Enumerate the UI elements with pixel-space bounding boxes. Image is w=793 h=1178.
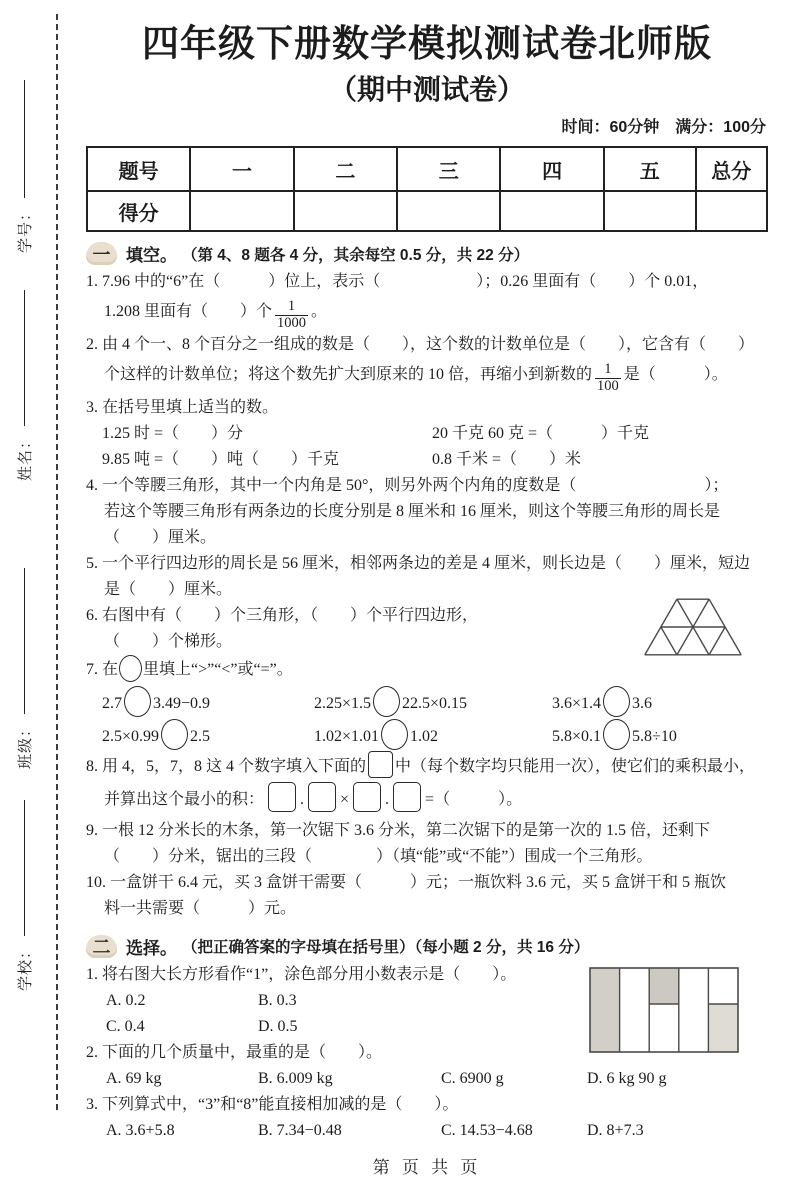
name-field xyxy=(14,290,44,482)
option-d: D. 8+7.3 xyxy=(587,1121,644,1139)
digit-box-blank xyxy=(393,782,421,812)
s1-q2-line1: 2. 由 4 个一、8 个百分之一组成的数是（ ），这个数的计数单位是（ ），它含有（ ） xyxy=(86,335,755,353)
s1-q4-line2: 若这个等腰三角形有两条边的长度分别是 8 厘米和 16 厘米，则这个等腰三角形的周长是 xyxy=(104,502,721,520)
s1-q8-line2: 并算出这个最小的积： . × . =（ ）。 xyxy=(86,782,768,818)
option-c: C. 6900 g xyxy=(441,1069,504,1087)
fraction-1-100: $\frac{1}{100}$ xyxy=(597,361,619,394)
score-header-cell: 二 xyxy=(294,147,397,191)
section1-note: （第 4、8 题各 4 分，其余每空 0.5 分，共 22 分） xyxy=(182,246,530,264)
score-table xyxy=(86,146,768,232)
unit-conversion-item: 0.8 千米 =（ ）米 xyxy=(432,450,582,468)
option-a: A. 69 kg xyxy=(106,1069,162,1087)
unit-conversion-item: 1.25 时 =（ ）分 xyxy=(102,424,244,442)
compare-circle-blank xyxy=(161,719,188,750)
s1-q1-line1: 1. 7.96 中的“6”在（ ）位上，表示（ ）；0.26 里面有（ ）个 0.01， xyxy=(86,273,709,290)
compare-item: 1.02×1.01 1.02 xyxy=(314,719,552,750)
mushroom-badge-icon: 二 xyxy=(86,935,117,958)
school-field xyxy=(14,800,44,992)
compare-circle-blank xyxy=(603,719,630,750)
fraction-1-1000: $\frac{1}{1000}$ xyxy=(277,298,307,331)
s2-q2-line1: 2. 下面的几个质量中，最重的是（ ）。 xyxy=(86,1043,383,1061)
s1-q2-line2: 个这样的计数单位；将这个数先扩大到原来的 10 倍，再缩小到新数的 $\frac{1}{100}$ 是（ ）。 xyxy=(104,361,728,394)
triangle-grid-figure xyxy=(622,597,764,657)
option-b: B. 6.009 kg xyxy=(258,1069,333,1087)
shaded-rectangle-figure xyxy=(588,966,740,1054)
seal-margin xyxy=(0,0,62,1122)
option-a: A. 0.2 xyxy=(106,991,146,1009)
score-table-header-row xyxy=(87,147,767,191)
mushroom-badge-icon: 一 xyxy=(86,242,117,265)
student-id-field xyxy=(14,80,44,254)
s1-q3-intro: 3. 在括号里填上适当的数。 xyxy=(86,398,279,416)
s1-q4-line3: （ ）厘米。 xyxy=(104,528,217,546)
page-subtitle: （期中测试卷） xyxy=(328,74,525,105)
school-blank-line xyxy=(24,800,25,936)
option-a: A. 3.6+5.8 xyxy=(106,1121,175,1139)
option-d: D. 0.5 xyxy=(258,1017,298,1035)
student-id-label: 学号： xyxy=(18,205,34,254)
score-table-value-row xyxy=(87,191,767,231)
compare-item: 5.8×0.1 5.8÷10 xyxy=(552,719,768,750)
score-header-cell: 四 xyxy=(500,147,603,191)
compare-item: 2.25×1.5 22.5×0.15 xyxy=(314,686,552,717)
s1-q10-line2: 料一共需要（ ）元。 xyxy=(104,899,297,917)
digit-box-blank xyxy=(353,782,381,812)
name-label: 姓名： xyxy=(18,433,34,482)
score-header-cell: 三 xyxy=(397,147,500,191)
score-cell xyxy=(294,191,397,231)
score-header-cell: 一 xyxy=(190,147,293,191)
student-id-blank-line xyxy=(24,80,25,198)
s1-q9-line2: （ ）分米，锯出的三段（ ）（填“能”或“不能”）围成一个三角形。 xyxy=(104,847,653,865)
s1-q7-row1 xyxy=(86,685,768,718)
name-blank-line xyxy=(24,290,25,426)
compare-item: 3.6×1.4 3.6 xyxy=(552,686,768,717)
unit-conversion-item: 20 千克 60 克 =（ ）千克 xyxy=(432,424,650,442)
score-cell xyxy=(190,191,293,231)
score-cell xyxy=(397,191,500,231)
option-c: C. 14.53−4.68 xyxy=(441,1121,533,1139)
s1-q7-intro: 7. 在 里填上“>”“<”或“=”。 xyxy=(86,655,768,685)
compare-circle-blank xyxy=(119,655,142,682)
s1-q7-row2 xyxy=(86,718,768,751)
score-cell xyxy=(500,191,603,231)
compare-item: 2.5×0.99 2.5 xyxy=(102,719,314,750)
s1-q10-line1: 10. 一盒饼干 6.4 元，买 3 盒饼干需要（ ）元；一瓶饮料 3.6 元，买 5 盒饼干和 5 瓶饮 xyxy=(86,873,727,891)
s1-q8-line1: 8. 用 4，5，7，8 这 4 个数字填入下面的 中（每个数字均只能用一次），使它们的乘积最小， xyxy=(86,751,768,782)
section2-note: （把正确答案的字母填在括号里）（每小题 2 分，共 16 分） xyxy=(182,939,590,957)
s1-q5-line1: 5. 一个平行四边形的周长是 56 厘米，相邻两条边的差是 4 厘米，则长边是（ ）厘米，短边 xyxy=(86,554,751,572)
option-b: B. 0.3 xyxy=(258,991,297,1009)
score-header-cell: 题号 xyxy=(87,147,190,191)
compare-circle-blank xyxy=(603,686,630,717)
s1-q1-line2: 1.208 里面有（ ）个 $\frac{1}{1000}$ 。 xyxy=(104,298,328,331)
option-b: B. 7.34−0.48 xyxy=(258,1121,342,1139)
digit-box-blank xyxy=(368,751,393,778)
seal-dashed-line xyxy=(56,14,58,1110)
score-header-cell: 五 xyxy=(604,147,696,191)
unit-conversion-item: 9.85 吨 =（ ）吨（ ）千克 xyxy=(102,450,340,468)
s1-q6-line2: （ ）个梯形。 xyxy=(104,632,233,650)
compare-circle-blank xyxy=(381,719,408,750)
s2-q1-line1: 1. 将右图大长方形看作“1”，涂色部分用小数表示是（ ）。 xyxy=(86,965,517,983)
s2-q2-options xyxy=(86,1066,768,1092)
compare-circle-blank xyxy=(373,686,400,717)
s1-q9-line1: 9. 一根 12 分米长的木条，第一次锯下 3.6 分米，第二次锯下的是第一次的 1.5 倍，还剩下 xyxy=(86,821,711,839)
time-score-info: 时间：60分钟 满分：100分 xyxy=(561,119,766,136)
digit-box-blank xyxy=(308,782,336,812)
s1-q6-line1: 6. 右图中有（ ）个三角形，（ ）个平行四边形， xyxy=(86,606,479,624)
s1-q4-line1: 4. 一个等腰三角形，其中一个内角是 50°，则另外两个内角的度数是（ ）； xyxy=(86,476,729,494)
class-label: 班级： xyxy=(18,721,34,770)
class-blank-line xyxy=(24,568,25,714)
digit-box-blank xyxy=(268,782,296,812)
section2-title: 选择。 xyxy=(126,938,177,958)
class-field xyxy=(14,568,44,770)
page-footer: 第 页 共 页 xyxy=(372,1157,482,1177)
s2-q3-line1: 3. 下列算式中，“3”和“8”能直接相加减的是（ ）。 xyxy=(86,1095,459,1113)
s1-q5-line2: 是（ ）厘米。 xyxy=(104,580,233,598)
s1-q3-row2 xyxy=(86,447,768,473)
score-cell xyxy=(696,191,767,231)
option-d: D. 6 kg 90 g xyxy=(587,1069,667,1087)
page-title: 四年级下册数学模拟测试卷北师版 xyxy=(142,23,712,64)
compare-item: 2.7 3.49−0.9 xyxy=(102,686,314,717)
section2-header xyxy=(86,934,768,959)
s1-q3-row1 xyxy=(86,421,768,447)
option-c: C. 0.4 xyxy=(106,1017,145,1035)
section1-title: 填空。 xyxy=(126,246,177,265)
score-header-cell: 总分 xyxy=(696,147,767,191)
compare-circle-blank xyxy=(124,686,151,717)
score-cell xyxy=(604,191,696,231)
section1-header xyxy=(86,241,768,266)
school-label: 学校： xyxy=(18,943,34,992)
score-row-label: 得分 xyxy=(87,191,190,231)
